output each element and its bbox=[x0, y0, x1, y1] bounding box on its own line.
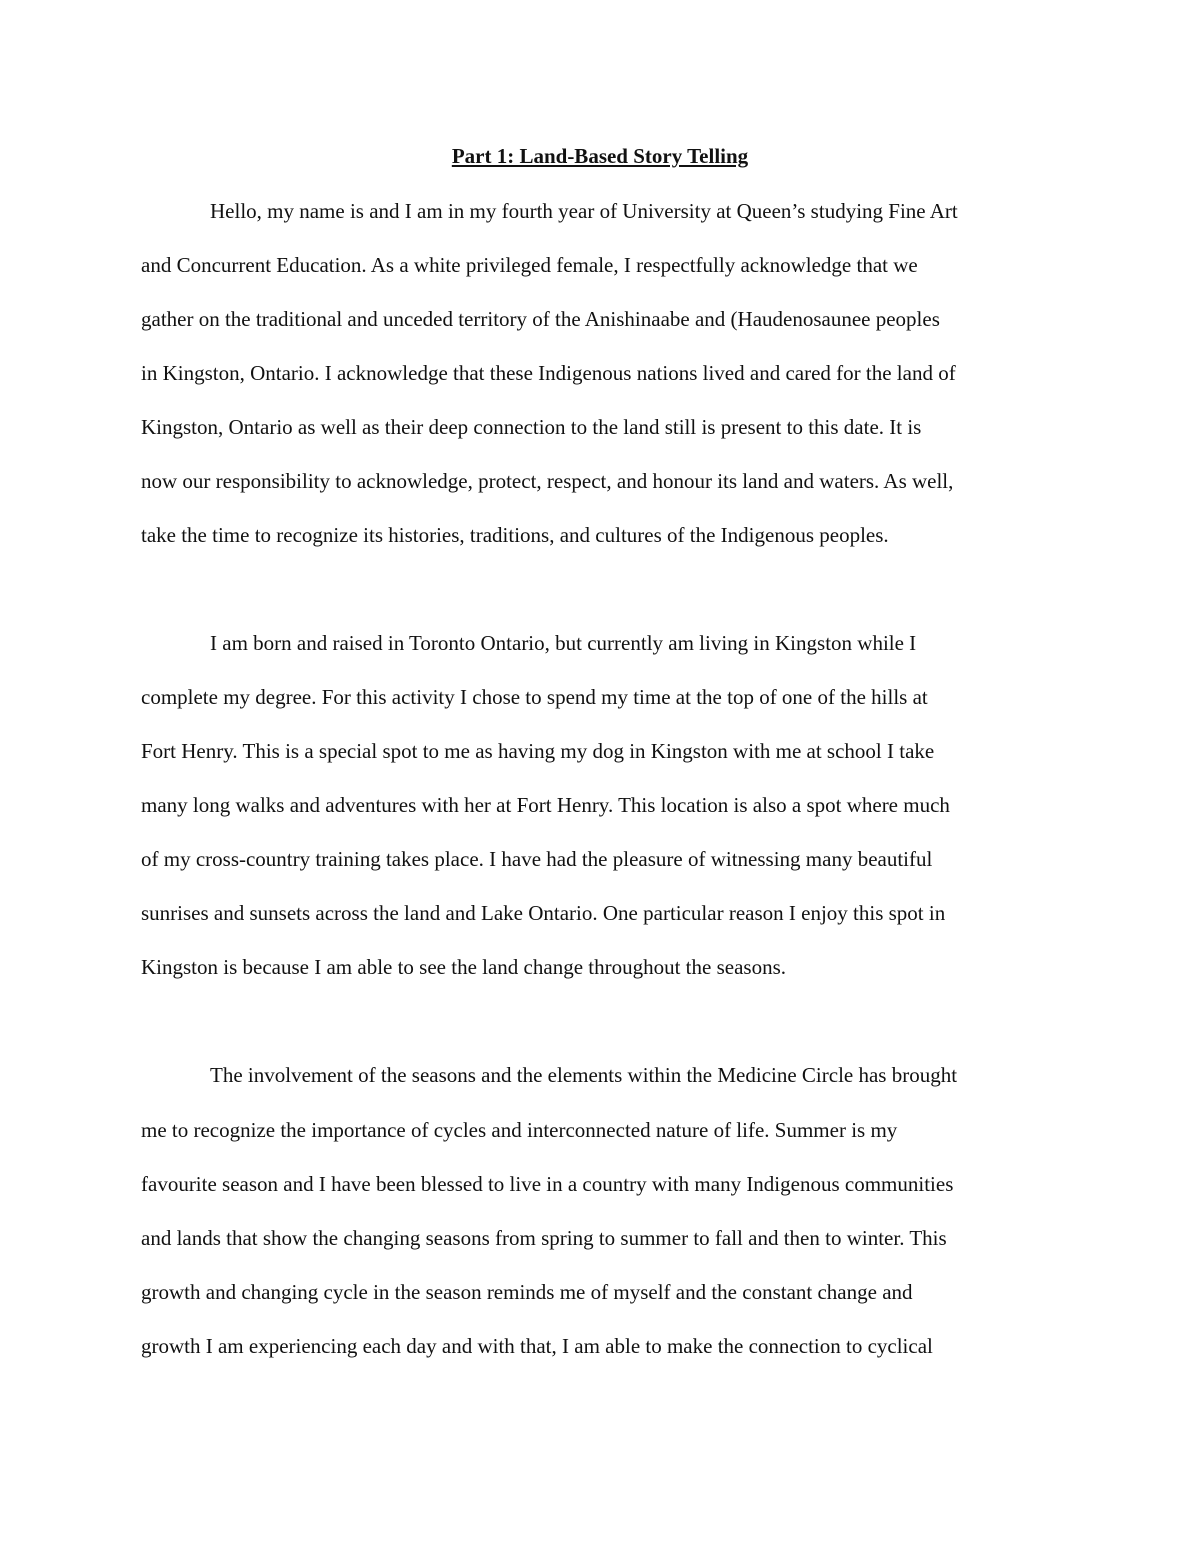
paragraph-3-line-3: favourite season and I have been blessed to live in a country with many Indigenous communities bbox=[141, 1172, 954, 1196]
paragraph-1-line-2: and Concurrent Education. As a white privileged female, I respectfully acknowledge that we bbox=[141, 253, 918, 277]
paragraph-1-line-6: now our responsibility to acknowledge, protect, respect, and honour its land and waters. As well, bbox=[141, 469, 954, 493]
paragraph-3-line-1: The involvement of the seasons and the elements within the Medicine Circle has brought bbox=[210, 1063, 958, 1087]
paragraph-2-line-4: many long walks and adventures with her at Fort Henry. This location is also a spot where much bbox=[141, 793, 950, 817]
paragraph-1-line-7: take the time to recognize its histories, traditions, and cultures of the Indigenous peoples. bbox=[141, 523, 889, 547]
paragraph-2-line-1: I am born and raised in Toronto Ontario, but currently am living in Kingston while I bbox=[210, 631, 917, 655]
paragraph-2-line-5: of my cross-country training takes place. I have had the pleasure of witnessing many beautiful bbox=[141, 847, 933, 871]
paragraph-1-line-1: Hello, my name is and I am in my fourth year of University at Queen’s studying Fine Art bbox=[210, 199, 958, 223]
paragraph-1-line-4: in Kingston, Ontario. I acknowledge that these Indigenous nations lived and cared for the land of bbox=[141, 361, 956, 385]
paragraph-2-line-6: sunrises and sunsets across the land and Lake Ontario. One particular reason I enjoy this spot in bbox=[141, 901, 946, 925]
paragraph-1-line-5: Kingston, Ontario as well as their deep connection to the land still is present to this date. It is bbox=[141, 415, 922, 439]
paragraph-2-line-7: Kingston is because I am able to see the land change throughout the seasons. bbox=[141, 955, 786, 979]
paragraph-2-line-3: Fort Henry. This is a special spot to me as having my dog in Kingston with me at school I take bbox=[141, 739, 935, 763]
paragraph-2-line-2: complete my degree. For this activity I chose to spend my time at the top of one of the hills at bbox=[141, 685, 928, 709]
document-title: Part 1: Land-Based Story Telling bbox=[451, 144, 749, 168]
paragraph-3-line-6: growth I am experiencing each day and with that, I am able to make the connection to cyclical bbox=[141, 1334, 933, 1358]
paragraph-3-line-2: me to recognize the importance of cycles and interconnected nature of life. Summer is my bbox=[141, 1118, 898, 1142]
paragraph-3-line-4: and lands that show the changing seasons from spring to summer to fall and then to winter. This bbox=[141, 1226, 947, 1250]
paragraph-3-line-5: growth and changing cycle in the season reminds me of myself and the constant change and bbox=[141, 1280, 913, 1304]
paragraph-1-line-3: gather on the traditional and unceded territory of the Anishinaabe and (Haudenosaunee peoples bbox=[141, 307, 940, 331]
